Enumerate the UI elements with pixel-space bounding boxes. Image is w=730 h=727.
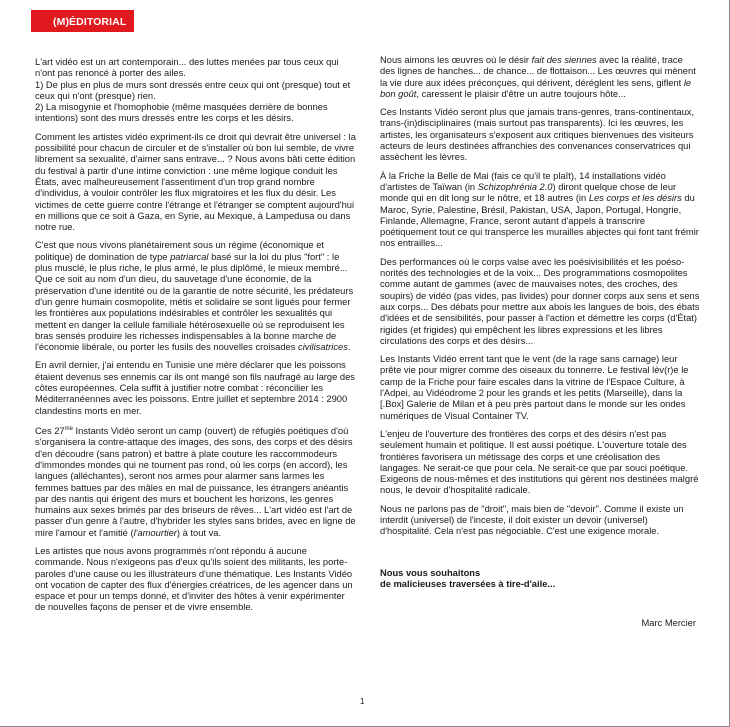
right-column — [380, 55, 700, 636]
intro-point-1: 1) De plus en plus de murs sont dressés entre ceux qui ont (presque) tout et ceux qui n'ont (presque) rien. — [35, 79, 351, 101]
intro-point-2: 2) La misogynie et l'homophobie (même masquées derrière de bonnes intentions) sont des murs dressés entre les corps et les désirs. — [35, 102, 328, 124]
intro-paragraph: L'art vidéo est un art contemporain... des luttes menées par tous ceux qui n'ont pas renoncé à porter des ailes. — [35, 57, 339, 79]
paragraph-duty: Nous ne parlons pas de "droit", mais bien de "devoir". Comme il existe un interdit (universel) de l'inceste, il doit exister un devoir (universel) d'hospitalité. Cela n'est pas négociable. C'est une exigence morale. — [380, 503, 684, 537]
closing-wishes: Nous vous souhaitons de malicieuses traversées à tire-d'aile... — [380, 567, 556, 589]
paragraph-desire: Nous aimons les œuvres où le désir fait des siennes avec la réalité, trace des lignes de hanches... de chance... de flottaison... Les œuvres qui mènent la vie dure aux idées préconçues, qui dérivent, déréglent les sens, giflent le bon goût, caressent le plaisir d'être un autre toujours hôte... — [380, 55, 696, 99]
paragraph-wind: Les Instants Vidéo errent tant que le vent (de la rage sans carnage) leur prête vie pour migrer comme des oiseaux du tonnerre. Le festival lèv(r)e le camp de la Friche pour faire escales dans la vitrine de l'Espace Culture, à l'Adpei, au Vidéodrome 2 pour les grands et les petits (Marseille), dans la [.Box] Galerie de Milan et à peu près partout dans le monde sur les ondes numériques de Visual Container TV. — [380, 354, 689, 421]
paragraph-tunisia: En avril dernier, j'ai entendu en Tunisie une mère déclarer que les poissons étaient devenus ses ennemis car ils ont mangé son fils naufragé au large des côtes européennes. Cela suffit à justifier notre combat : réconcilier les Méditerranéennes avec les poissons. Entre juillet et septembre 2014 : 2900 clandestins morts en mer. — [35, 360, 355, 416]
paragraph-friche: À la Friche la Belle de Mai (fais ce qu'il te plaît), 14 installations vidéo d'artistes de Taïwan (in Schizophrénia 2.0) diront quelque chose de leur monde qui en dit long sur le nôtre, et 18 autres (in Les corps et les désirs du Maroc, Syrie, Palestine, Brésil, Pakistan, USA, Japon, Portugal, Hongrie, Finlande, Allemagne, France, seront autant d'appels à transcrire poétiquement tout ce qui transperce les murailles abjectes qui font tant frémir nos entrailles... — [380, 170, 699, 249]
section-title: (M)ÉDITORIAL — [53, 16, 127, 28]
paragraph-performances: Des performances où le corps valse avec les poésivisibilités et les poéso-norités des technologies et de la voix... Des programmations cosmopolites comme autant de gammes (avec de mauvaises notes, des croches, des soupirs) de vidéo (pas vides, pas livides) pour donner corps aux sens et sens aux corps... Des débats pour mettre aux abois les langues de bois, des ébats d'idées et de sensibilités, pour passer à l'action et démettre les corps (d'État) rigides (et frigides) qui empêchent les libres expressions et les libres circulations des corps et des désirs... — [380, 256, 700, 346]
paragraph-rights: Comment les artistes vidéo expriment-ils ce droit qui devrait être universel : la possibilité pour chacun de circuler et de s'installer où bon lui semble, de vivre librement sa sexualité, d'aimer sans entrave... ? Nous avons bâti cette édition du festival à partir d'une intime conviction : une même logique conduit les États, avec malheureusement l'assentiment d'un trop grand nombre d'individus, à vouloir contrôler les flux migratoires et les flux du désir. Les victimes de cette guerre contre l'étrange et l'étranger se comptent aujourd'hui en millions que ce soit à Gaza, en Syrie, au Mexique, à Lampedusa ou dans notre rue. — [35, 131, 356, 233]
section-banner — [31, 10, 134, 32]
paragraph-camp: Ces $27^{me}$ Instants Vidéo seront un camp (ouvert) de réfugiés poétiques d'où s'organisera la contre-attaque des images, des sons, des corps et des désirs d'en découdre (sans patron) et battre à plate couture les raccommodeurs d'immondes mondes qui ne tournent pas rond, où les corps (en accord), les langues (alléchantes), seront nos armes pour alarmer sans larmes les femmes battues par des mâles en mal de puissance, les étrangers anéantis par des nantis qui érigent des murs et bouchent les horizons, les genres humains aux sexes brimés par des briseurs de rêves... L'art vidéo est l'art de passer d'un genre à l'autre, d'hybrider les styles sans brides, avec en ligne de mire l'amour et l'amitié (l'amourtier) à tout va. — [35, 425, 356, 538]
page-number: 1 — [360, 697, 365, 706]
left-column — [35, 57, 357, 621]
paragraph-artists: Les artistes que nous avons programmés n'ont répondu à aucune commande. Nous n'exigeons pas d'eux qu'ils soient des militants, les porte-paroles d'une cause ou les illustrateurs d'une thématique. Les Instants Vidéo ont vocation de capter des flux d'énergies créatrices, de les agencer dans un espace et pour un temps donné, et d'inviter des hôtes à venir expérimenter de nouvelles façons de penser et de vivre ensemble. — [35, 545, 353, 613]
signature: Marc Mercier — [641, 618, 696, 629]
paragraph-borders: L'enjeu de l'ouverture des frontières des corps et des désirs n'est pas seulement humain et politique. Il est aussi poétique. L'ouverture totale des frontières favorisera un métissage des corps et une créolisation des langages. Ne serait-ce que pour cela. Ne serait-ce que par souci poétique. Exigeons de nous-mêmes et des institutions qui gèrent nos destinées malgré nous, le devoir d'hospitalité radicale. — [380, 428, 699, 496]
paragraph-trans: Ces Instants Vidéo seront plus que jamais trans-genres, trans-continentaux, trans-(in)disciplinaires (mais surtout pas transparents). Ici les œuvres, les artistes, les organisateurs s'exposent aux critiques bienvenues des visiteurs acteurs de leurs destinées affranchies des convenances conservatrices qui assèchent les lèvres. — [380, 107, 695, 163]
paragraph-domination: C'est que nous vivons planétairement sous un régime (économique et politique) de domination de type patriarcal basé sur la loi du plus "fort" : le plus musclé, le plus riche, le plus armé, le plus diplômé, le mieux membré... Que ce soit au nom d'un dieu, du sauvetage d'une économie, de la préservation d'une identité ou de la garantie de notre sécurité, les prédateurs d'un genre humain cosmopolite, métis et solidaire se sont ligués pour fermer les frontières aux populations indésirables et contrôler les sexualités qui mettent en danger la cellule familiale hétérosexuelle où se reproduisent les bras sensés produire les richesses indispensables à la bonne marche de l'économie libérale, ou porter les fusils des nouvelles croisades civilisatrices. — [35, 240, 354, 353]
